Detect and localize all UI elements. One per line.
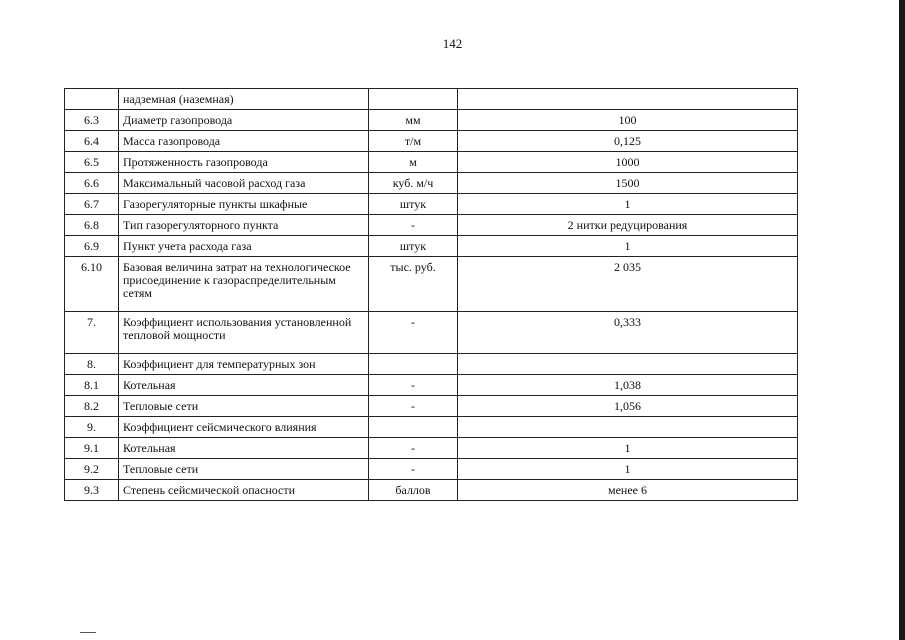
scan-foot-mark [80, 632, 96, 633]
table-row [65, 438, 798, 459]
row-unit: штук [369, 194, 458, 215]
table-row [65, 312, 798, 354]
row-value: менее 6 [458, 480, 798, 501]
table-row [65, 375, 798, 396]
row-name: Коэффициент сейсмического влияния [119, 417, 369, 438]
row-unit: т/м [369, 131, 458, 152]
row-value [458, 89, 798, 110]
row-number: 6.4 [65, 131, 119, 152]
table-row [65, 131, 798, 152]
row-unit: штук [369, 236, 458, 257]
table-row [65, 215, 798, 236]
row-value: 100 [458, 110, 798, 131]
table-row [65, 173, 798, 194]
row-unit [369, 89, 458, 110]
row-number: 8. [65, 354, 119, 375]
row-name: Степень сейсмической опасности [119, 480, 369, 501]
row-name: Газорегуляторные пункты шкафные [119, 194, 369, 215]
row-number: 9. [65, 417, 119, 438]
table-row [65, 417, 798, 438]
row-number: 6.3 [65, 110, 119, 131]
row-unit: - [369, 375, 458, 396]
row-number: 8.2 [65, 396, 119, 417]
row-unit: куб. м/ч [369, 173, 458, 194]
row-value [458, 354, 798, 375]
table-row [65, 89, 798, 110]
row-unit: - [369, 459, 458, 480]
row-unit: - [369, 312, 458, 354]
row-number: 9.1 [65, 438, 119, 459]
scan-edge-mark [899, 0, 905, 640]
table-row [65, 110, 798, 131]
row-number [65, 89, 119, 110]
table-row [65, 459, 798, 480]
table-row [65, 354, 798, 375]
row-unit [369, 417, 458, 438]
row-name: надземная (наземная) [119, 89, 369, 110]
row-unit: тыс. руб. [369, 257, 458, 312]
row-value: 1 [458, 194, 798, 215]
row-number: 9.3 [65, 480, 119, 501]
row-value: 1,038 [458, 375, 798, 396]
row-unit: м [369, 152, 458, 173]
row-name: Котельная [119, 438, 369, 459]
row-name: Протяженность газопровода [119, 152, 369, 173]
row-name: Котельная [119, 375, 369, 396]
row-number: 6.8 [65, 215, 119, 236]
row-name: Тип газорегуляторного пункта [119, 215, 369, 236]
row-value [458, 417, 798, 438]
spec-table [64, 88, 798, 501]
row-value: 2 035 [458, 257, 798, 312]
row-name: Коэффициент использования установленной тепловой мощности [119, 312, 369, 354]
row-unit: - [369, 215, 458, 236]
row-number: 6.6 [65, 173, 119, 194]
row-number: 6.5 [65, 152, 119, 173]
row-name: Пункт учета расхода газа [119, 236, 369, 257]
row-name: Масса газопровода [119, 131, 369, 152]
page-number: 142 [442, 36, 463, 51]
row-name: Базовая величина затрат на технологическое присоединение к газораспределительным сетям [119, 257, 369, 312]
row-value: 1 [458, 438, 798, 459]
row-value: 0,125 [458, 131, 798, 152]
row-value: 2 нитки редуцирования [458, 215, 798, 236]
table-row [65, 236, 798, 257]
row-unit: - [369, 396, 458, 417]
row-unit: баллов [369, 480, 458, 501]
table-row [65, 194, 798, 215]
row-name: Коэффициент для температурных зон [119, 354, 369, 375]
row-unit [369, 354, 458, 375]
table-row [65, 257, 798, 312]
table-row [65, 152, 798, 173]
row-number: 6.10 [65, 257, 119, 312]
row-value: 0,333 [458, 312, 798, 354]
row-name: Тепловые сети [119, 396, 369, 417]
row-unit: - [369, 438, 458, 459]
row-number: 6.7 [65, 194, 119, 215]
row-unit: мм [369, 110, 458, 131]
row-name: Максимальный часовой расход газа [119, 173, 369, 194]
row-value: 1 [458, 236, 798, 257]
row-name: Тепловые сети [119, 459, 369, 480]
row-value: 1500 [458, 173, 798, 194]
row-value: 1000 [458, 152, 798, 173]
row-number: 7. [65, 312, 119, 354]
row-number: 6.9 [65, 236, 119, 257]
row-number: 9.2 [65, 459, 119, 480]
row-number: 8.1 [65, 375, 119, 396]
row-name: Диаметр газопровода [119, 110, 369, 131]
row-value: 1,056 [458, 396, 798, 417]
table-row [65, 396, 798, 417]
row-value: 1 [458, 459, 798, 480]
table-row [65, 480, 798, 501]
